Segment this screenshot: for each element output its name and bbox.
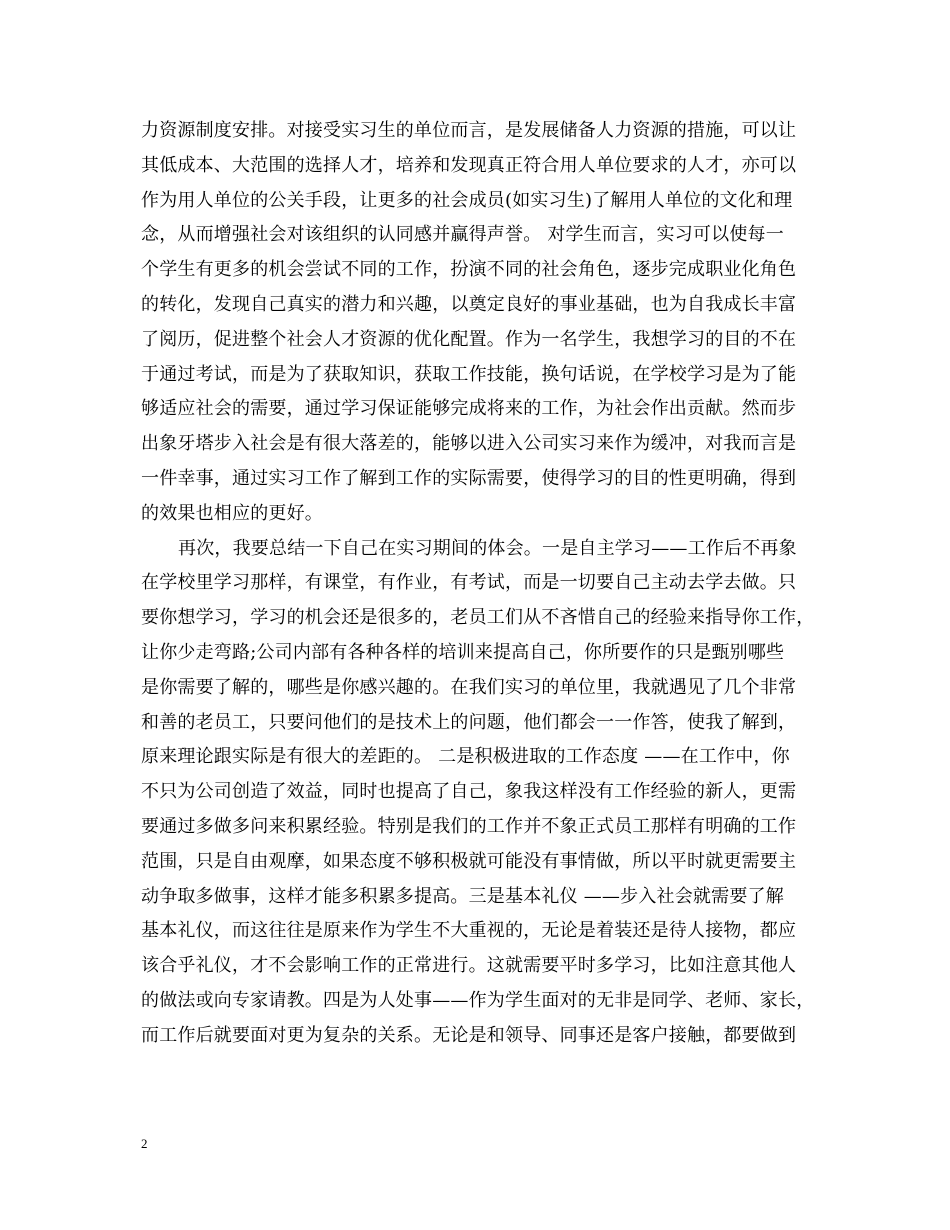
text-line: 不只为公司创造了效益，同时也提高了自己，象我这样没有工作经验的新人，更需 <box>141 781 797 803</box>
text-line: 了阅历，促进整个社会人才资源的优化配置。作为一名学生，我想学习的目的不在 <box>141 328 797 350</box>
text-line: 和善的老员工，只要问他们的是技术上的问题，他们都会一一作答，使我了解到， <box>141 711 797 733</box>
text-line: 作为用人单位的公关手段，让更多的社会成员(如实习生)了解用人单位的文化和理 <box>141 189 793 211</box>
text-line: 原来理论跟实际是有很大的差距的。 二是积极进取的工作态度 ——在工作中，你 <box>141 746 790 768</box>
text-line: 力资源制度安排。对接受实习生的单位而言，是发展储备人力资源的措施，可以让 <box>141 120 797 141</box>
text-line: 要通过多做多问来积累经验。特别是我们的工作并不象正式员工那样有明确的工作 <box>141 815 797 837</box>
text-line: 一件幸事，通过实习工作了解到工作的实际需要，使得学习的目的性更明确，得到 <box>141 467 797 489</box>
text-line: 的转化，发现自己真实的潜力和兴趣，以奠定良好的事业基础，也为自我成长丰富 <box>141 293 797 315</box>
text-line: 要你想学习，学习的机会还是很多的，老员工们从不吝惜自己的经验来指导你工作， <box>141 607 815 629</box>
text-line: 范围，只是自由观摩，如果态度不够积极就可能没有事情做，所以平时就更需要主 <box>141 850 797 872</box>
text-line: 个学生有更多的机会尝试不同的工作，扮演不同的社会角色，逐步完成职业化角色 <box>141 259 797 281</box>
text-line: 出象牙塔步入社会是有很大落差的，能够以进入公司实习来作为缓冲，对我而言是 <box>141 433 797 455</box>
text-line: 念，从而增强社会对该组织的认同感并赢得声誉。 对学生而言，实习可以使每一 <box>141 224 784 246</box>
text-line: 动争取多做事，这样才能多积累多提高。三是基本礼仪 ——步入社会就需要了解 <box>141 885 784 907</box>
text-line: 够适应社会的需要，通过学习保证能够完成将来的工作，为社会作出贡献。然而步 <box>141 398 797 420</box>
text-line: 是你需要了解的，哪些是你感兴趣的。在我们实习的单位里，我就遇见了几个非常 <box>141 676 797 698</box>
text-line: 该合乎礼仪，才不会影响工作的正常进行。这就需要平时多学习，比如注意其他人 <box>141 955 797 977</box>
body-text <box>141 114 821 1054</box>
page-number: 2 <box>141 1136 148 1151</box>
text-line: 其低成本、大范围的选择人才，培养和发现真正符合用人单位要求的人才，亦可以 <box>141 154 797 176</box>
text-line: 基本礼仪，而这往往是原来作为学生不大重视的，无论是着装还是待人接物，都应 <box>141 920 797 942</box>
text-line: 的效果也相应的更好。 <box>141 502 323 524</box>
text-line: 的做法或向专家请教。四是为人处事——作为学生面对的无非是同学、老师、家长， <box>141 989 815 1011</box>
text-line: 而工作后就要面对更为复杂的关系。无论是和领导、同事还是客户接触，都要做到 <box>141 1024 797 1046</box>
text-line: 于通过考试，而是为了获取知识，获取工作技能，换句话说，在学校学习是为了能 <box>141 363 797 385</box>
paragraph-first-line: 再次，我要总结一下自己在实习期间的体会。一是自主学习——工作后不再象 <box>178 537 797 559</box>
text-line: 让你少走弯路;公司内部有各种各样的培训来提高自己，你所要作的只是甄别哪些 <box>141 641 785 663</box>
text-line: 在学校里学习那样，有课堂，有作业，有考试，而是一切要自己主动去学去做。只 <box>141 572 797 594</box>
